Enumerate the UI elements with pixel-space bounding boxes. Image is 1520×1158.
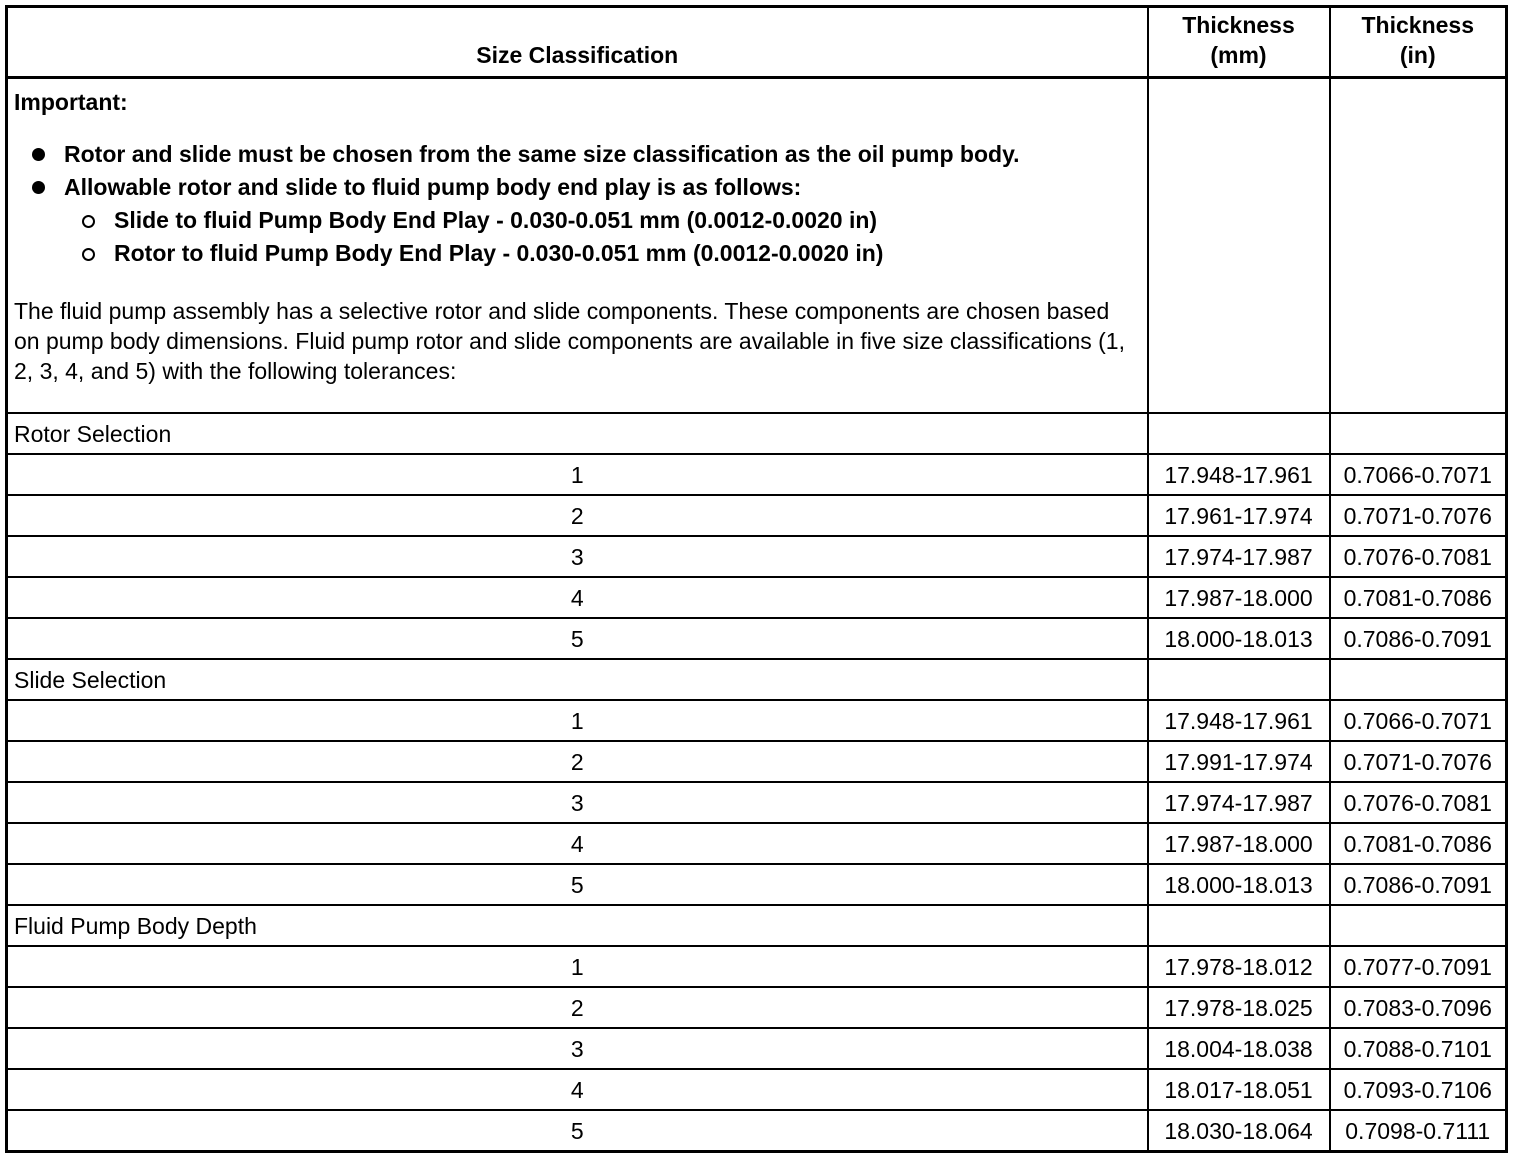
thickness-mm-cell: 17.948-17.961 bbox=[1148, 700, 1330, 741]
thickness-in-cell: 0.7081-0.7086 bbox=[1330, 823, 1507, 864]
note-bullet-text: Allowable rotor and slide to fluid pump body end play is as follows: bbox=[64, 174, 802, 200]
note-sub-bullet-text: Slide to fluid Pump Body End Play - 0.030-0.051 mm (0.0012-0.0020 in) bbox=[114, 207, 878, 233]
section-header-row bbox=[7, 659, 1507, 700]
thickness-in-cell: 0.7066-0.7071 bbox=[1330, 454, 1507, 495]
thickness-mm-cell: 17.987-18.000 bbox=[1148, 577, 1330, 618]
size-classification-cell: 5 bbox=[7, 864, 1148, 905]
thickness-mm-cell: 17.948-17.961 bbox=[1148, 454, 1330, 495]
bullet-circle-icon bbox=[82, 248, 95, 261]
empty-cell bbox=[1330, 905, 1507, 946]
table-row bbox=[7, 454, 1507, 495]
size-classification-cell: 5 bbox=[7, 1110, 1148, 1152]
bullet-dot-icon bbox=[32, 148, 45, 161]
table-row bbox=[7, 1028, 1507, 1069]
note-sub-bullet bbox=[82, 237, 1141, 270]
note-sub-bullet-list bbox=[64, 204, 1141, 270]
thickness-in-cell: 0.7071-0.7076 bbox=[1330, 741, 1507, 782]
thickness-mm-cell: 17.991-17.974 bbox=[1148, 741, 1330, 782]
empty-cell bbox=[1148, 659, 1330, 700]
important-note-row bbox=[7, 78, 1507, 414]
size-classification-cell: 2 bbox=[7, 495, 1148, 536]
table-row bbox=[7, 946, 1507, 987]
note-bullet bbox=[32, 171, 1141, 270]
thickness-mm-cell: 17.978-18.012 bbox=[1148, 946, 1330, 987]
thickness-mm-cell: 17.987-18.000 bbox=[1148, 823, 1330, 864]
thickness-in-cell: 0.7077-0.7091 bbox=[1330, 946, 1507, 987]
section-header-row bbox=[7, 413, 1507, 454]
size-classification-cell: 1 bbox=[7, 946, 1148, 987]
bullet-dot-icon bbox=[32, 181, 45, 194]
thickness-in-cell: 0.7083-0.7096 bbox=[1330, 987, 1507, 1028]
size-classification-cell: 3 bbox=[7, 536, 1148, 577]
header-size-classification: Size Classification bbox=[7, 7, 1148, 78]
note-heading: Important: bbox=[14, 89, 128, 115]
note-sub-bullet bbox=[82, 204, 1141, 237]
header-row bbox=[7, 7, 1507, 78]
empty-cell bbox=[1148, 413, 1330, 454]
section-title: Rotor Selection bbox=[7, 413, 1148, 454]
size-classification-cell: 4 bbox=[7, 823, 1148, 864]
table-row bbox=[7, 618, 1507, 659]
thickness-in-cell: 0.7081-0.7086 bbox=[1330, 577, 1507, 618]
table-row bbox=[7, 1069, 1507, 1110]
thickness-in-cell: 0.7086-0.7091 bbox=[1330, 864, 1507, 905]
thickness-mm-cell: 18.000-18.013 bbox=[1148, 864, 1330, 905]
thickness-in-cell: 0.7071-0.7076 bbox=[1330, 495, 1507, 536]
thickness-mm-cell: 17.961-17.974 bbox=[1148, 495, 1330, 536]
note-bullet-text: Rotor and slide must be chosen from the same size classification as the oil pump body. bbox=[64, 141, 1020, 167]
note-bullet-list bbox=[14, 138, 1141, 270]
empty-cell bbox=[1330, 78, 1507, 414]
empty-cell bbox=[1148, 78, 1330, 414]
table-row bbox=[7, 1110, 1507, 1152]
table-row bbox=[7, 536, 1507, 577]
note-sub-bullet-text: Rotor to fluid Pump Body End Play - 0.030-0.051 mm (0.0012-0.0020 in) bbox=[114, 240, 884, 266]
thickness-mm-cell: 18.000-18.013 bbox=[1148, 618, 1330, 659]
thickness-in-cell: 0.7086-0.7091 bbox=[1330, 618, 1507, 659]
table-row bbox=[7, 864, 1507, 905]
size-classification-cell: 1 bbox=[7, 454, 1148, 495]
thickness-in-cell: 0.7066-0.7071 bbox=[1330, 700, 1507, 741]
size-classification-cell: 3 bbox=[7, 782, 1148, 823]
thickness-mm-cell: 17.974-17.987 bbox=[1148, 782, 1330, 823]
table-row bbox=[7, 577, 1507, 618]
table-row bbox=[7, 823, 1507, 864]
bullet-circle-icon bbox=[82, 215, 95, 228]
header-thickness-in: Thickness (in) bbox=[1330, 7, 1507, 78]
size-classification-cell: 4 bbox=[7, 1069, 1148, 1110]
thickness-in-cell: 0.7088-0.7101 bbox=[1330, 1028, 1507, 1069]
thickness-mm-cell: 18.004-18.038 bbox=[1148, 1028, 1330, 1069]
table-row bbox=[7, 700, 1507, 741]
empty-cell bbox=[1330, 659, 1507, 700]
thickness-in-cell: 0.7076-0.7081 bbox=[1330, 536, 1507, 577]
section-title: Fluid Pump Body Depth bbox=[7, 905, 1148, 946]
size-classification-cell: 2 bbox=[7, 987, 1148, 1028]
specification-table bbox=[5, 5, 1508, 1153]
empty-cell bbox=[1148, 905, 1330, 946]
thickness-in-cell: 0.7076-0.7081 bbox=[1330, 782, 1507, 823]
thickness-mm-cell: 18.017-18.051 bbox=[1148, 1069, 1330, 1110]
section-header-row bbox=[7, 905, 1507, 946]
thickness-in-cell: 0.7098-0.7111 bbox=[1330, 1110, 1507, 1152]
header-thickness-mm: Thickness (mm) bbox=[1148, 7, 1330, 78]
thickness-mm-cell: 17.974-17.987 bbox=[1148, 536, 1330, 577]
section-title: Slide Selection bbox=[7, 659, 1148, 700]
thickness-mm-cell: 18.030-18.064 bbox=[1148, 1110, 1330, 1152]
thickness-in-cell: 0.7093-0.7106 bbox=[1330, 1069, 1507, 1110]
table-row bbox=[7, 782, 1507, 823]
size-classification-cell: 4 bbox=[7, 577, 1148, 618]
empty-cell bbox=[1330, 413, 1507, 454]
size-classification-cell: 3 bbox=[7, 1028, 1148, 1069]
note-paragraph: The fluid pump assembly has a selective rotor and slide components. These components are chosen based on pump body dimensions. Fluid pump rotor and slide components are available in five size classifications (1, 2, 3, 4, and 5) with the following tolerances: bbox=[14, 298, 1125, 384]
size-classification-cell: 2 bbox=[7, 741, 1148, 782]
table-row bbox=[7, 987, 1507, 1028]
important-note bbox=[7, 78, 1148, 414]
table-row bbox=[7, 495, 1507, 536]
size-classification-cell: 5 bbox=[7, 618, 1148, 659]
size-classification-cell: 1 bbox=[7, 700, 1148, 741]
note-bullet bbox=[32, 138, 1141, 171]
thickness-mm-cell: 17.978-18.025 bbox=[1148, 987, 1330, 1028]
table-row bbox=[7, 741, 1507, 782]
